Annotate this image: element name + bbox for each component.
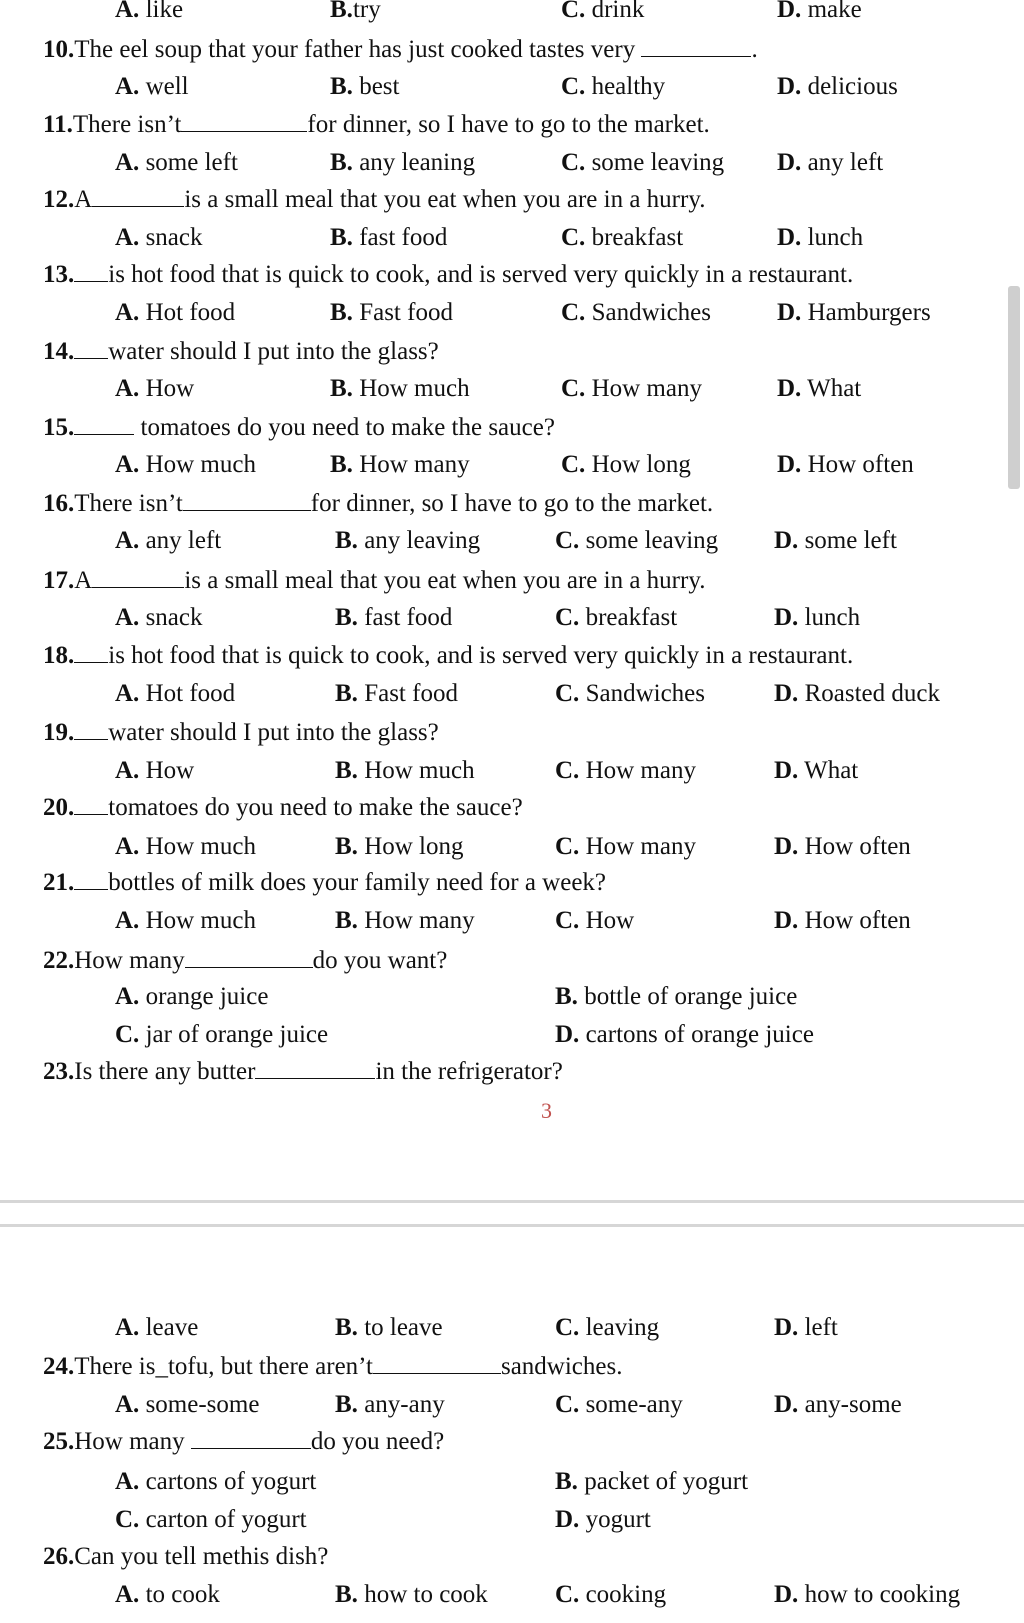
answer-option[interactable] [115, 1313, 198, 1343]
answer-option[interactable] [115, 0, 183, 25]
option-letter: D. [777, 0, 802, 23]
answer-option[interactable] [555, 1390, 683, 1420]
question-number: 12. [43, 186, 75, 213]
answer-option[interactable] [774, 1580, 960, 1610]
option-letter: C. [555, 1391, 580, 1418]
option-letter: A. [115, 983, 140, 1010]
option-text: breakfast [579, 604, 678, 631]
answer-option[interactable] [561, 223, 683, 253]
option-letter: A. [115, 451, 140, 478]
option-text: any left [801, 149, 884, 176]
answer-option[interactable] [774, 756, 858, 786]
answer-option[interactable] [561, 450, 691, 480]
option-letter: B. [335, 527, 358, 554]
question-number: 24. [43, 1353, 75, 1380]
option-letter: C. [555, 604, 580, 631]
question-number: 13. [43, 261, 75, 288]
option-text: How [139, 375, 195, 402]
answer-option[interactable] [335, 906, 475, 936]
option-letter: B. [330, 299, 353, 326]
option-text: How often [801, 451, 914, 478]
option-text: Hot food [139, 680, 236, 707]
question-number: 14. [43, 338, 75, 365]
question-text: The eel soup that your father has just cooked tastes very [74, 36, 642, 63]
option-letter: C. [555, 1314, 580, 1341]
option-letter: B. [335, 907, 358, 934]
answer-option[interactable] [774, 906, 911, 936]
question-text: water should I put into the glass? [108, 719, 439, 746]
option-letter: A. [115, 527, 140, 554]
question-text: is a small meal that you eat when you are in a hurry. [184, 567, 706, 594]
option-text: cartons of orange juice [579, 1021, 814, 1048]
answer-option[interactable] [555, 603, 677, 633]
option-text: best [352, 73, 400, 100]
option-letter: C. [561, 149, 586, 176]
page-number: 3 [541, 1098, 552, 1123]
option-letter: B. [330, 224, 353, 251]
answer-blank[interactable] [641, 36, 751, 57]
question-number: 25. [43, 1428, 75, 1455]
question-text: tomatoes do you need to make the sauce? [134, 414, 555, 441]
question-line [43, 337, 439, 367]
option-text: How often [798, 833, 911, 860]
answer-option[interactable] [115, 148, 238, 178]
answer-blank[interactable] [74, 642, 108, 663]
question-text: is a small meal that you eat when you are in a hurry. [184, 186, 706, 213]
option-letter: D. [774, 680, 799, 707]
option-text: How long [585, 451, 691, 478]
option-letter: D. [774, 1314, 799, 1341]
question-text: is hot food that is quick to cook, and is served very quickly in a restaurant. [108, 261, 854, 288]
option-letter: B. [335, 1314, 358, 1341]
option-letter: B. [335, 1391, 358, 1418]
option-text: leave [139, 1314, 199, 1341]
answer-option[interactable] [335, 679, 458, 709]
question-number: 19. [43, 719, 75, 746]
option-letter: D. [774, 1581, 799, 1608]
option-text: orange juice [139, 983, 269, 1010]
option-letter: A. [115, 833, 140, 860]
option-text: some leaving [585, 149, 725, 176]
option-text: any left [139, 527, 222, 554]
option-letter: D. [777, 375, 802, 402]
question-line [43, 260, 853, 290]
option-text: How [139, 757, 195, 784]
answer-option[interactable] [335, 526, 480, 556]
answer-option[interactable] [774, 603, 860, 633]
answer-option[interactable] [777, 223, 863, 253]
question-line [43, 1542, 328, 1572]
option-letter: A. [115, 680, 140, 707]
option-text: fast food [357, 604, 453, 631]
question-line [43, 641, 853, 671]
option-letter: C. [555, 1581, 580, 1608]
answer-option[interactable] [335, 756, 475, 786]
option-letter: B. [335, 1581, 358, 1608]
option-letter: B. [335, 757, 358, 784]
option-text: any leaving [357, 527, 481, 554]
option-text: bottle of orange juice [577, 983, 798, 1010]
option-text: Sandwiches [585, 299, 711, 326]
answer-option[interactable] [777, 450, 914, 480]
option-letter: B. [330, 0, 353, 23]
option-letter: C. [561, 299, 586, 326]
question-number: 21. [43, 869, 75, 896]
option-text: any leaning [352, 149, 476, 176]
question-line [43, 868, 606, 898]
question-text: tomatoes do you need to make the sauce? [108, 794, 523, 821]
option-text: well [139, 73, 189, 100]
answer-option[interactable] [561, 298, 711, 328]
answer-blank[interactable] [74, 869, 108, 890]
answer-option[interactable] [115, 450, 256, 480]
option-letter: C. [555, 833, 580, 860]
option-text: How many [585, 375, 702, 402]
option-text: breakfast [585, 224, 684, 251]
option-letter: C. [561, 73, 586, 100]
answer-option[interactable] [115, 298, 235, 328]
option-text: fast food [352, 224, 448, 251]
answer-option[interactable] [555, 679, 705, 709]
answer-option[interactable] [335, 832, 464, 862]
question-text: do you need? [310, 1428, 445, 1455]
answer-blank[interactable] [74, 794, 108, 815]
question-number: 16. [43, 490, 75, 517]
question-text: for dinner, so I have to go to the market. [307, 111, 710, 138]
question-text: Can you tell me [74, 1543, 234, 1570]
answer-option[interactable] [115, 603, 202, 633]
option-letter: C. [561, 375, 586, 402]
answer-blank[interactable] [191, 1428, 311, 1449]
option-text: How much [139, 833, 256, 860]
answer-option[interactable] [115, 72, 189, 102]
answer-option[interactable] [555, 526, 718, 556]
option-text: How [579, 907, 635, 934]
option-text: How many [579, 833, 696, 860]
answer-option[interactable] [774, 526, 897, 556]
option-letter: B. [335, 680, 358, 707]
option-letter: C. [555, 527, 580, 554]
option-text: jar of orange juice [139, 1021, 329, 1048]
answer-blank[interactable] [181, 111, 307, 132]
option-text: some left [798, 527, 897, 554]
answer-option[interactable] [555, 1505, 651, 1535]
answer-blank[interactable] [255, 1058, 375, 1079]
option-letter: A. [115, 1468, 140, 1495]
question-text: sandwiches. [500, 1353, 623, 1380]
answer-option[interactable] [561, 0, 644, 25]
option-letter: A. [115, 375, 140, 402]
option-letter: B. [335, 604, 358, 631]
question-line [43, 1352, 622, 1382]
option-letter: D. [774, 527, 799, 554]
question-text: do you want? [312, 947, 448, 974]
option-letter: D. [777, 73, 802, 100]
option-letter: C. [115, 1021, 140, 1048]
answer-option[interactable] [330, 72, 399, 102]
answer-blank[interactable] [74, 338, 108, 359]
answer-option[interactable] [115, 679, 235, 709]
question-number: 26. [43, 1543, 75, 1570]
option-text: How much [139, 907, 256, 934]
answer-option[interactable] [115, 1580, 220, 1610]
option-text: Roasted duck [798, 680, 940, 707]
option-text: like [139, 0, 184, 23]
answer-option[interactable] [335, 1390, 445, 1420]
option-text: some leaving [579, 527, 719, 554]
answer-option[interactable] [115, 1020, 328, 1050]
answer-blank[interactable] [92, 567, 184, 588]
question-line [43, 413, 555, 443]
option-text: How many [579, 757, 696, 784]
question-text: is hot food that is quick to cook, and is served very quickly in a restaurant. [108, 642, 854, 669]
option-text: leaving [579, 1314, 660, 1341]
question-text: Is there any butter [74, 1058, 256, 1085]
option-letter: D. [774, 833, 799, 860]
option-text: some-any [579, 1391, 683, 1418]
question-line [43, 1057, 563, 1087]
question-text: A [74, 567, 93, 594]
question-number: 11. [43, 111, 73, 138]
answer-option[interactable] [115, 832, 256, 862]
answer-option[interactable] [774, 1390, 902, 1420]
answer-blank[interactable] [74, 261, 108, 282]
answer-option[interactable] [335, 1313, 443, 1343]
answer-option[interactable] [335, 603, 452, 633]
answer-option[interactable] [115, 1390, 259, 1420]
option-text: Fast food [357, 680, 458, 707]
answer-option[interactable] [555, 1313, 659, 1343]
answer-option[interactable] [777, 298, 931, 328]
answer-option[interactable] [561, 148, 724, 178]
option-text: try [352, 0, 381, 23]
answer-option[interactable] [774, 679, 940, 709]
option-letter: A. [115, 149, 140, 176]
answer-blank[interactable] [185, 947, 313, 968]
answer-option[interactable] [330, 450, 470, 480]
option-letter: C. [115, 1506, 140, 1533]
option-text: Hamburgers [801, 299, 931, 326]
answer-option[interactable] [777, 0, 862, 25]
question-text: A [74, 186, 93, 213]
option-letter: D. [777, 224, 802, 251]
option-text: How much [139, 451, 256, 478]
option-letter: A. [115, 299, 140, 326]
option-text: How often [798, 907, 911, 934]
answer-option[interactable] [330, 148, 475, 178]
option-letter: D. [555, 1021, 580, 1048]
option-text: snack [139, 224, 203, 251]
answer-option[interactable] [115, 756, 194, 786]
option-letter: B. [555, 1468, 578, 1495]
answer-option[interactable] [115, 223, 202, 253]
option-letter: C. [555, 757, 580, 784]
option-letter: A. [115, 224, 140, 251]
question-number: 22. [43, 947, 75, 974]
option-letter: D. [777, 299, 802, 326]
option-letter: B. [555, 983, 578, 1010]
question-line [43, 110, 710, 140]
answer-option[interactable] [330, 0, 381, 25]
question-text: . [751, 36, 758, 63]
option-text: how to cook [357, 1581, 488, 1608]
option-letter: A. [115, 1391, 140, 1418]
answer-option[interactable] [777, 72, 898, 102]
option-letter: D. [774, 1391, 799, 1418]
answer-option[interactable] [555, 1580, 666, 1610]
answer-option[interactable] [330, 374, 470, 404]
question-text: in the refrigerator? [375, 1058, 563, 1085]
option-letter: B. [330, 451, 353, 478]
answer-option[interactable] [555, 832, 696, 862]
option-letter: D. [774, 604, 799, 631]
option-text: to cook [139, 1581, 220, 1608]
option-letter: C. [561, 0, 586, 23]
option-letter: D. [774, 907, 799, 934]
option-letter: A. [115, 1314, 140, 1341]
option-letter: A. [115, 73, 140, 100]
option-text: What [798, 757, 859, 784]
answer-option[interactable] [561, 72, 665, 102]
option-letter: B. [330, 149, 353, 176]
option-text: lunch [798, 604, 861, 631]
option-text: How long [357, 833, 464, 860]
answer-option[interactable] [774, 1313, 838, 1343]
answer-option[interactable] [115, 982, 268, 1012]
question-number: 18. [43, 642, 75, 669]
answer-option[interactable] [115, 906, 256, 936]
option-letter: A. [115, 907, 140, 934]
option-text: lunch [801, 224, 864, 251]
option-text: carton of yogurt [139, 1506, 307, 1533]
option-letter: A. [115, 604, 140, 631]
answer-option[interactable] [555, 982, 797, 1012]
answer-option[interactable] [555, 1467, 748, 1497]
option-text: how to cooking [798, 1581, 961, 1608]
option-letter: D. [777, 451, 802, 478]
question-text: this dish? [233, 1543, 329, 1570]
question-text: There isn’t [72, 111, 182, 138]
question-number: 15. [43, 414, 75, 441]
option-text: Fast food [352, 299, 453, 326]
question-text: for dinner, so I have to go to the market. [310, 490, 714, 517]
option-text: cartons of yogurt [139, 1468, 317, 1495]
answer-option[interactable] [561, 374, 702, 404]
answer-blank[interactable] [183, 490, 311, 511]
answer-blank[interactable] [373, 1353, 501, 1374]
option-text: How many [357, 907, 475, 934]
question-line [43, 946, 447, 976]
option-text: some-some [139, 1391, 260, 1418]
option-letter: D. [555, 1506, 580, 1533]
answer-option[interactable] [335, 1580, 488, 1610]
question-number: 10. [43, 36, 75, 63]
option-text: Hot food [139, 299, 236, 326]
option-text: snack [139, 604, 203, 631]
option-text: any-some [798, 1391, 902, 1418]
answer-blank[interactable] [74, 414, 134, 435]
option-letter: C. [561, 224, 586, 251]
page-divider-top [0, 1200, 1024, 1203]
option-text: delicious [801, 73, 898, 100]
option-letter: B. [330, 375, 353, 402]
option-text: drink [585, 0, 645, 23]
answer-option[interactable] [115, 374, 194, 404]
option-letter: A. [115, 0, 140, 23]
question-text: There is_tofu, but there aren’t [74, 1353, 373, 1380]
option-text: to leave [357, 1314, 443, 1341]
option-text: make [801, 0, 862, 23]
question-line [43, 35, 758, 65]
option-text: healthy [585, 73, 666, 100]
option-letter: D. [774, 757, 799, 784]
question-number: 23. [43, 1058, 75, 1085]
answer-option[interactable] [330, 223, 447, 253]
scrollbar-thumb[interactable] [1008, 286, 1020, 489]
option-text: How many [352, 451, 470, 478]
option-text: How much [357, 757, 475, 784]
question-line [43, 489, 713, 519]
answer-blank[interactable] [92, 186, 184, 207]
answer-option[interactable] [777, 148, 883, 178]
option-text: packet of yogurt [577, 1468, 749, 1495]
answer-option[interactable] [777, 374, 861, 404]
option-letter: C. [555, 680, 580, 707]
answer-blank[interactable] [74, 719, 108, 740]
option-text: cooking [579, 1581, 667, 1608]
option-letter: B. [335, 833, 358, 860]
question-line [43, 718, 439, 748]
question-number: 20. [43, 794, 75, 821]
question-text: bottles of milk does your family need for a week? [108, 869, 607, 896]
option-text: some left [139, 149, 238, 176]
answer-option[interactable] [555, 906, 634, 936]
option-text: left [798, 1314, 838, 1341]
option-letter: D. [777, 149, 802, 176]
option-letter: A. [115, 1581, 140, 1608]
question-line [43, 185, 705, 215]
option-text: Sandwiches [579, 680, 705, 707]
option-text: How much [352, 375, 470, 402]
answer-option[interactable] [555, 1020, 814, 1050]
option-text: yogurt [579, 1506, 651, 1533]
question-line [43, 1427, 444, 1457]
option-letter: C. [561, 451, 586, 478]
option-text: What [801, 375, 862, 402]
question-line [43, 566, 705, 596]
option-letter: C. [555, 907, 580, 934]
option-letter: B. [330, 73, 353, 100]
answer-option[interactable] [115, 1505, 307, 1535]
option-text: any-any [357, 1391, 445, 1418]
question-number: 17. [43, 567, 75, 594]
option-letter: A. [115, 757, 140, 784]
page-divider-bottom [0, 1224, 1024, 1227]
answer-option[interactable] [115, 526, 221, 556]
answer-option[interactable] [330, 298, 453, 328]
question-line [43, 793, 523, 823]
question-text: How many [74, 1428, 191, 1455]
answer-option[interactable] [555, 756, 696, 786]
question-text: water should I put into the glass? [108, 338, 439, 365]
question-text: How many [74, 947, 185, 974]
question-text: There isn’t [74, 490, 183, 517]
answer-option[interactable] [115, 1467, 316, 1497]
answer-option[interactable] [774, 832, 911, 862]
